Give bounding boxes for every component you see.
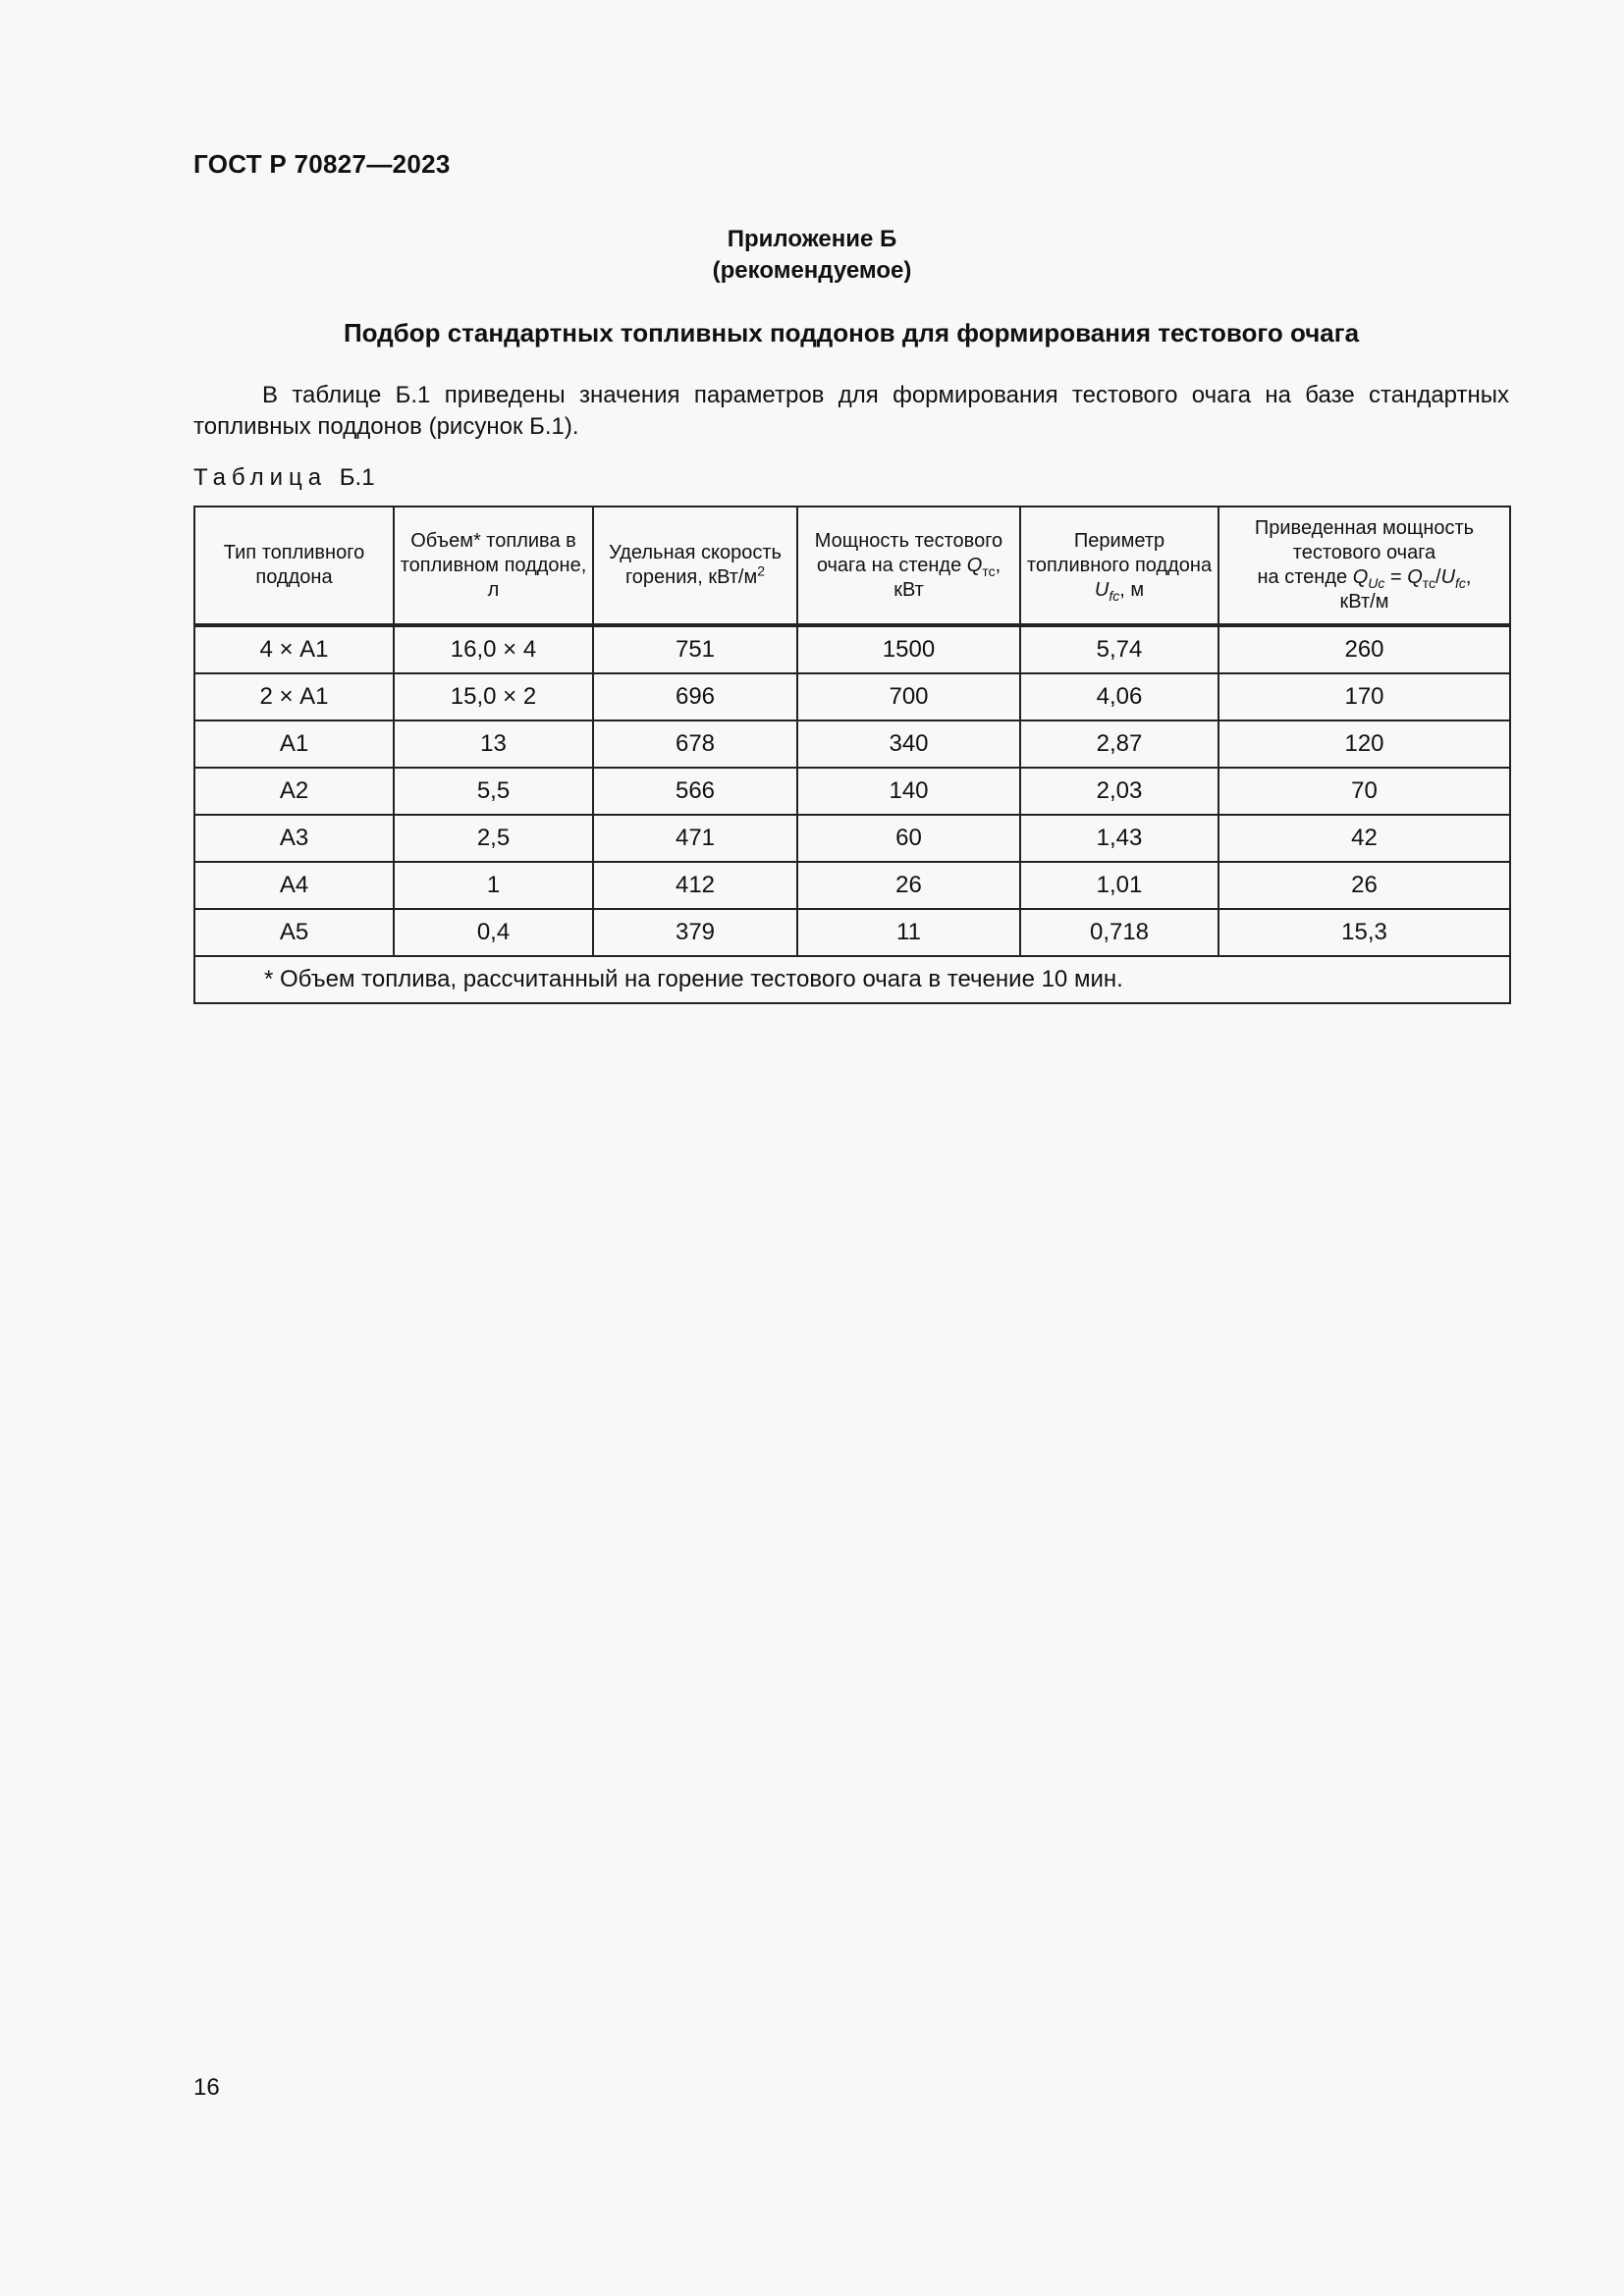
cell-fuel-volume: 5,5 (394, 768, 593, 815)
header-reduced-power: Приведенная мощность тестового очага на стенде $Q_{Uc} = Q_{тс}/U_{fc}$, кВт/м (1218, 507, 1510, 625)
cell-fuel-volume: 15,0 × 2 (394, 673, 593, 721)
cell-reduced-power: 120 (1218, 721, 1510, 768)
table-row (194, 909, 1510, 956)
appendix-status: (рекомендуемое) (712, 257, 912, 284)
cell-fuel-volume: 0,4 (394, 909, 593, 956)
cell-pallet-type: 2 × А1 (194, 673, 394, 721)
header-fire-power: Мощность тестового очага на стенде $Q_{тс}$, кВт (797, 507, 1020, 625)
cell-fuel-volume: 2,5 (394, 815, 593, 862)
cell-fire-power: 26 (797, 862, 1020, 909)
cell-fire-power: 340 (797, 721, 1020, 768)
table-footnote-row (194, 956, 1510, 1003)
table-caption-number: Б.1 (339, 464, 375, 491)
header-burning-rate: Удельная скорость горения, кВт/$м^2$ (593, 507, 797, 625)
cell-pallet-type: А5 (194, 909, 394, 956)
header-pallet-perimeter: Периметр топливного поддона $U_{fc}$, м (1020, 507, 1218, 625)
standard-designation: ГОСТ Р 70827—2023 (193, 149, 451, 179)
page-number: 16 (193, 2074, 220, 2101)
cell-reduced-power: 42 (1218, 815, 1510, 862)
table-row (194, 625, 1510, 673)
header-pallet-type: Тип топливного поддона (194, 507, 394, 625)
cell-fire-power: 1500 (797, 625, 1020, 673)
cell-reduced-power: 70 (1218, 768, 1510, 815)
table-caption-word: Таблица (193, 464, 328, 491)
cell-burning-rate: 678 (593, 721, 797, 768)
pallet-parameters-table (193, 506, 1511, 1004)
table-caption (193, 464, 375, 492)
cell-perimeter: 5,74 (1020, 625, 1218, 673)
intro-paragraph: В таблице Б.1 приведены значения параметров для формирования тестового очага на базе стандартных топливных поддонов (рисунок Б.1). (193, 382, 1509, 440)
cell-fuel-volume: 1 (394, 862, 593, 909)
cell-burning-rate: 471 (593, 815, 797, 862)
cell-fire-power: 11 (797, 909, 1020, 956)
cell-burning-rate: 751 (593, 625, 797, 673)
table-footnote: * Объем топлива, рассчитанный на горение тестового очага в течение 10 мин. (194, 956, 1510, 1003)
cell-fire-power: 700 (797, 673, 1020, 721)
cell-pallet-type: А4 (194, 862, 394, 909)
cell-fuel-volume: 16,0 × 4 (394, 625, 593, 673)
cell-perimeter: 2,03 (1020, 768, 1218, 815)
cell-reduced-power: 15,3 (1218, 909, 1510, 956)
header-fuel-volume: Объем* топлива в топливном поддоне, л (394, 507, 593, 625)
cell-burning-rate: 696 (593, 673, 797, 721)
cell-pallet-type: А1 (194, 721, 394, 768)
cell-burning-rate: 412 (593, 862, 797, 909)
cell-pallet-type: А3 (194, 815, 394, 862)
cell-pallet-type: А2 (194, 768, 394, 815)
cell-fuel-volume: 13 (394, 721, 593, 768)
cell-reduced-power: 26 (1218, 862, 1510, 909)
cell-pallet-type: 4 × А1 (194, 625, 394, 673)
cell-perimeter: 2,87 (1020, 721, 1218, 768)
table-row (194, 862, 1510, 909)
table-row (194, 768, 1510, 815)
cell-burning-rate: 379 (593, 909, 797, 956)
appendix-title: Приложение Б (727, 226, 897, 252)
cell-fire-power: 60 (797, 815, 1020, 862)
cell-perimeter: 1,01 (1020, 862, 1218, 909)
table-header-row (194, 507, 1510, 625)
cell-burning-rate: 566 (593, 768, 797, 815)
cell-perimeter: 1,43 (1020, 815, 1218, 862)
cell-fire-power: 140 (797, 768, 1020, 815)
cell-reduced-power: 170 (1218, 673, 1510, 721)
cell-reduced-power: 260 (1218, 625, 1510, 673)
cell-perimeter: 0,718 (1020, 909, 1218, 956)
table-row (194, 815, 1510, 862)
cell-perimeter: 4,06 (1020, 673, 1218, 721)
table-row (194, 673, 1510, 721)
table-row (194, 721, 1510, 768)
section-title: Подбор стандартных топливных поддонов для формирования тестового очага (343, 318, 1360, 347)
